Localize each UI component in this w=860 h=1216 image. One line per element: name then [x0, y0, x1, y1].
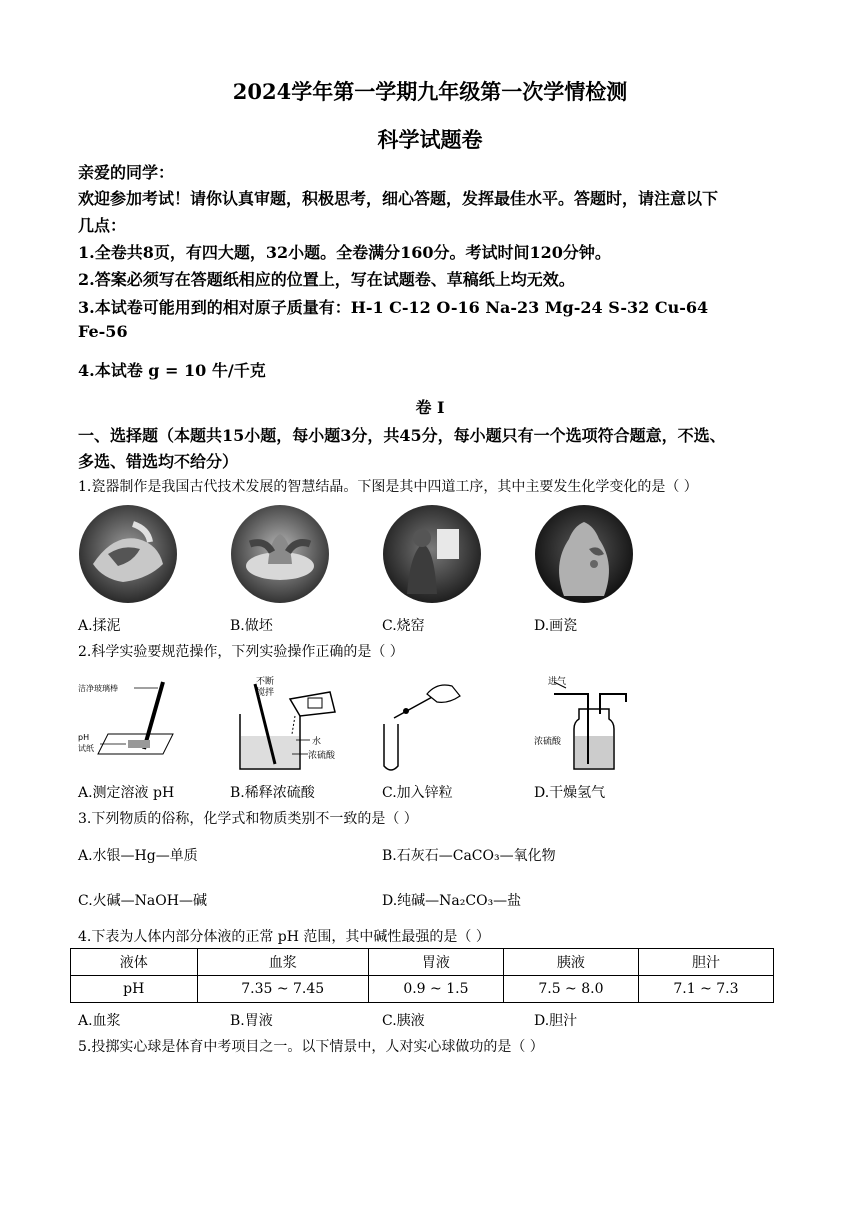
q3-option-a: A.水银—Hg—单质: [78, 848, 198, 864]
q1-option-b: B.做坯: [230, 618, 273, 634]
notice-item-1: 1.全卷共8页，有四大题，32小题。全卷满分160分。考试时间120分钟。: [78, 243, 611, 262]
dilute-acid-figure: [230, 674, 350, 774]
q2-option-c: C.加入锌粒: [382, 785, 453, 801]
kneading-clay-photo: [78, 504, 178, 604]
kiln-firing-photo: [382, 504, 482, 604]
question-2-stem: 2.科学实验要规范操作，下列实验操作正确的是（ ）: [78, 644, 404, 660]
conc-acid-label: 浓硫酸: [308, 751, 336, 761]
question-1-stem: 1.瓷器制作是我国古代技术发展的智慧结晶。下图是其中四道工序，其中主要发生化学变化的是（ ）: [78, 479, 698, 495]
q4-option-c: C.胰液: [382, 1013, 425, 1029]
q3-option-b: B.石灰石—CaCO₃—氧化物: [382, 848, 556, 864]
table-cell: 7.5 ~ 8.0: [503, 976, 638, 1003]
q2-option-a: A.测定溶液 pH: [78, 785, 175, 801]
conc-acid-label-2: 浓硫酸: [534, 737, 562, 747]
ph-table: [70, 948, 774, 1003]
q4-option-d: D.胆汁: [534, 1013, 578, 1029]
page-subtitle: 科学试题卷: [377, 127, 483, 152]
question-4-stem: 4.下表为人体内部分体液的正常 pH 范围，其中碱性最强的是（ ）: [78, 929, 490, 945]
table-cell: 7.35 ~ 7.45: [197, 976, 368, 1003]
q1-option-c: C.烧窑: [382, 618, 425, 634]
notice-item-3-cont: Fe-56: [78, 322, 128, 341]
ph-table-row: [71, 976, 774, 1003]
q2-option-b: B.稀释浓硫酸: [230, 785, 315, 801]
q3-option-c: C.火碱—NaOH—碱: [78, 893, 207, 909]
notice-item-4: 4.本试卷 g = 10 牛/千克: [78, 361, 266, 380]
table-header-cell: 胰液: [503, 949, 638, 976]
ph-paper-label: pH: [78, 733, 90, 742]
water-label: 水: [312, 737, 322, 747]
q4-option-a: A.血浆: [78, 1013, 121, 1029]
question-3-stem: 3.下列物质的俗称，化学式和物质类别不一致的是（ ）: [78, 811, 418, 827]
q2-option-d: D.干燥氢气: [534, 785, 606, 801]
volume-label: 卷 I: [415, 398, 445, 417]
painting-porcelain-photo: [534, 504, 634, 604]
add-zinc-figure: [382, 674, 482, 774]
rod-label: 洁净玻璃棒: [78, 684, 118, 693]
stir-label: 不断: [256, 677, 275, 687]
q1-option-d: D.画瓷: [534, 618, 578, 634]
table-cell: 7.1 ~ 7.3: [638, 976, 773, 1003]
table-header-cell: 液体: [71, 949, 198, 976]
q4-option-b: B.胃液: [230, 1013, 273, 1029]
section-heading: 一、选择题（本题共15小题，每小题3分，共45分，每小题只有一个选项符合题意，不选、: [78, 426, 726, 445]
question-5-stem: 5.投掷实心球是体育中考项目之一。以下情景中，人对实心球做功的是（ ）: [78, 1039, 544, 1055]
notice-item-2: 2.答案必须写在答题纸相应的位置上，写在试题卷、草稿纸上均无效。: [78, 270, 575, 289]
ph-table-header-row: [71, 949, 774, 976]
dry-hydrogen-figure: [534, 674, 634, 774]
ph-test-figure: [78, 674, 188, 774]
gas-in-label: 进气: [548, 677, 567, 687]
section-heading-cont: 多选、错选均不给分）: [78, 452, 239, 471]
table-cell: pH: [71, 976, 198, 1003]
table-header-cell: 胆汁: [638, 949, 773, 976]
q1-option-a: A.揉泥: [78, 618, 121, 634]
stir-label-2: 搅拌: [256, 688, 275, 698]
notice-item-3: 3.本试卷可能用到的相对原子质量有：H-1 C-12 O-16 Na-23 Mg-24 S-32 Cu-64: [78, 298, 709, 317]
table-cell: 0.9 ~ 1.5: [368, 976, 503, 1003]
forming-clay-photo: [230, 504, 330, 604]
table-header-cell: 胃液: [368, 949, 503, 976]
notice-intro: 欢迎参加考试！请你认真审题，积极思考，细心答题，发挥最佳水平。答题时，请注意以下: [78, 189, 719, 208]
notice-greeting: 亲爱的同学：: [78, 163, 175, 182]
ph-paper-label-2: 试纸: [78, 744, 94, 753]
table-header-cell: 血浆: [197, 949, 368, 976]
q3-option-d: D.纯碱—Na₂CO₃—盐: [382, 893, 522, 909]
page-title: 2024学年第一学期九年级第一次学情检测: [232, 79, 628, 104]
notice-intro-cont: 几点：: [78, 216, 127, 235]
